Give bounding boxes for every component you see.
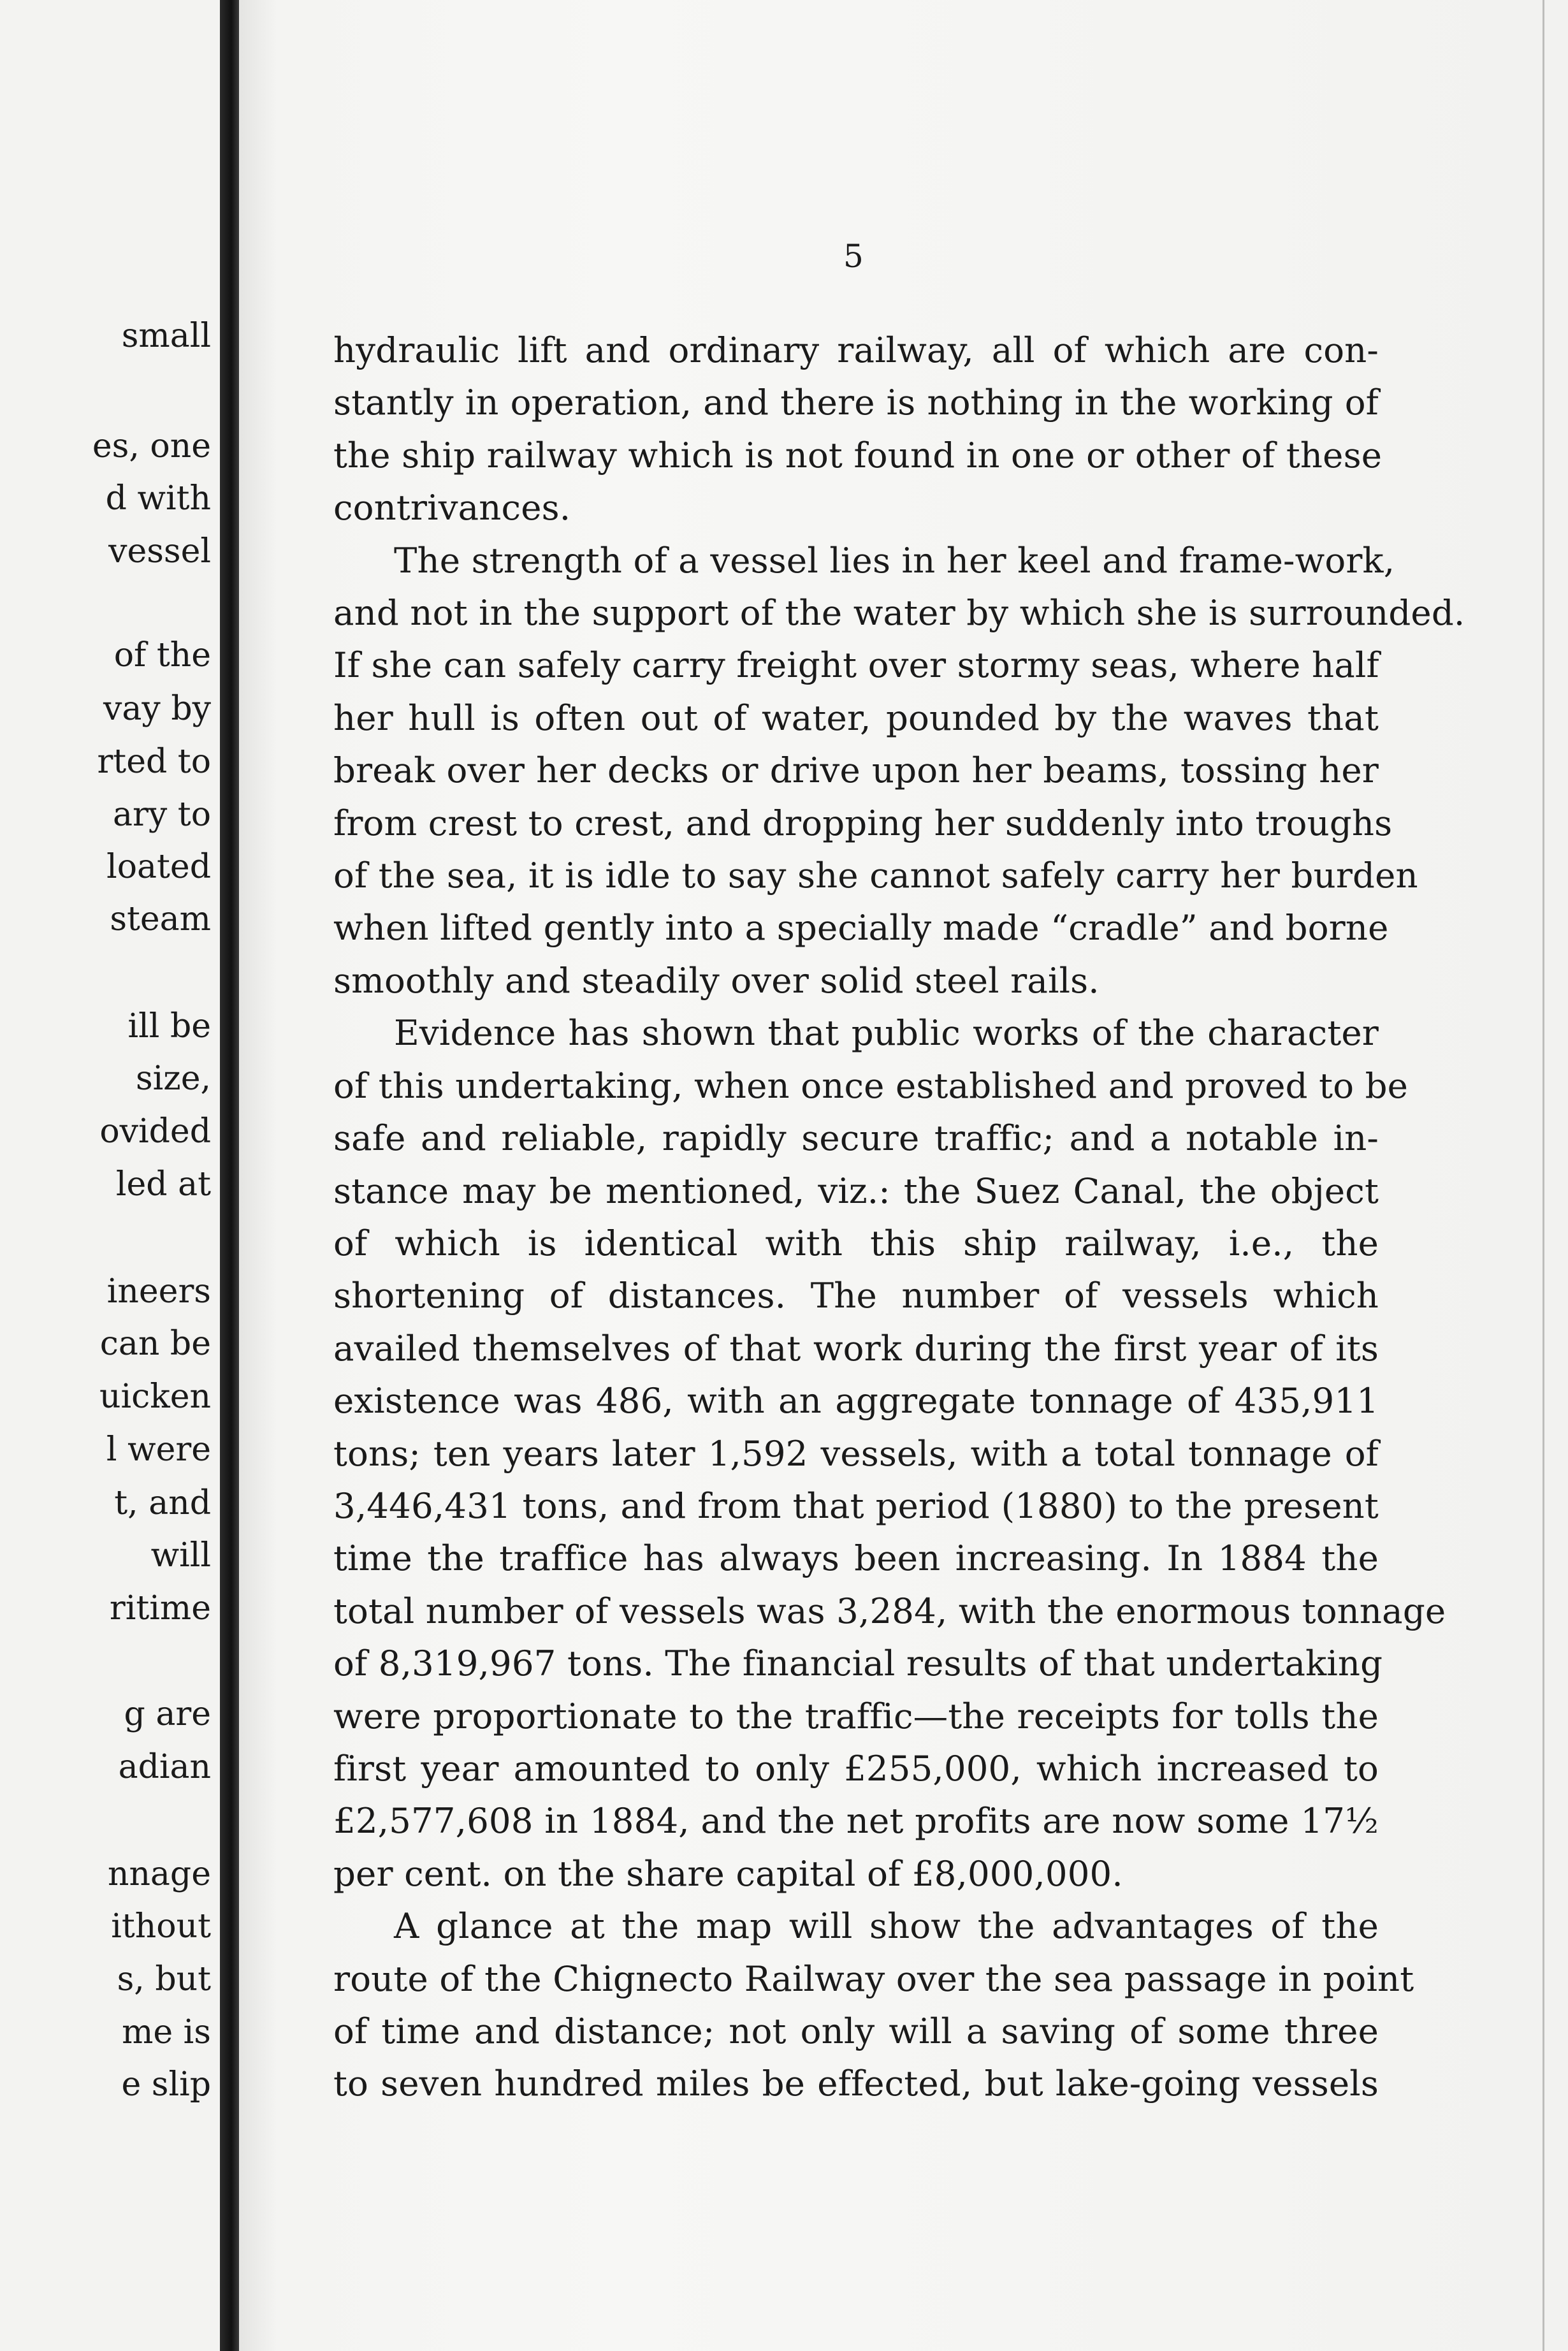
book-gutter — [220, 0, 239, 2351]
text-line: existence was 486, with an aggregate tonnage of 435,911 — [333, 1380, 1379, 1422]
left-page-line: s, but — [117, 1960, 211, 1998]
left-page-line: small — [121, 317, 211, 355]
body-text — [333, 324, 1465, 2110]
left-page-line: t, and — [114, 1484, 211, 1522]
left-page-line: nnage — [107, 1855, 211, 1893]
text-line: stantly in operation, and there is nothing in the working of — [333, 382, 1379, 423]
left-page-line: vay by — [103, 690, 211, 728]
page-edge — [1543, 0, 1544, 2351]
left-page-line: me is — [122, 2013, 211, 2051]
page-number: 5 — [843, 238, 864, 275]
left-page-line: g are — [124, 1695, 211, 1733]
text-line: were proportionate to the traffic—the receipts for tolls the — [333, 1695, 1379, 1736]
text-line: smoothly and steadily over solid steel rails. — [333, 959, 1100, 1001]
left-page-line: rted to — [97, 743, 211, 781]
left-page-line: es, one — [92, 427, 211, 465]
text-line: safe and reliable, rapidly secure traffic; and a notable in- — [333, 1117, 1379, 1159]
left-page-line: loated — [106, 848, 211, 886]
text-line: per cent. on the share capital of £8,000,000. — [333, 1852, 1123, 1894]
left-page-line: uicken — [99, 1378, 211, 1416]
text-line: shortening of distances. The number of vessels which — [333, 1275, 1379, 1316]
text-line: when lifted gently into a specially made “cradle” and borne — [333, 907, 1389, 949]
text-line: of this undertaking, when once established and proved to be — [333, 1065, 1409, 1106]
text-line: Evidence has shown that public works of the character — [394, 1012, 1379, 1054]
left-page-line: d with — [105, 479, 211, 518]
text-line: hydraulic lift and ordinary railway, all of which are con- — [333, 330, 1379, 370]
left-page-line: of the — [113, 636, 211, 674]
left-page-line: adian — [118, 1748, 211, 1786]
text-line: of 8,319,967 tons. The financial results of that undertaking — [333, 1643, 1383, 1684]
text-line: contrivances. — [333, 487, 571, 528]
left-page-line: ritime — [109, 1589, 211, 1627]
text-line: the ship railway which is not found in one or other of these — [333, 434, 1383, 476]
text-line: The strength of a vessel lies in her keel and frame-work, — [394, 539, 1395, 581]
text-line: her hull is often out of water, pounded by the waves that — [333, 697, 1379, 738]
text-line: £2,577,608 in 1884, and the net profits are now some 17½ — [333, 1800, 1379, 1842]
text-line: total number of vessels was 3,284, with the enormous tonnage — [333, 1590, 1446, 1631]
left-page-line: e slip — [121, 2065, 211, 2104]
text-line: availed themselves of that work during the first year of its — [333, 1327, 1379, 1369]
left-page-line: ovided — [99, 1112, 211, 1151]
left-page-line: will — [150, 1536, 211, 1575]
left-page-line: ineers — [106, 1272, 211, 1311]
left-page-line: l were — [106, 1430, 211, 1469]
left-page-line: ithout — [111, 1907, 211, 1946]
left-page-line: ill be — [127, 1007, 211, 1045]
text-line: 3,446,431 tons, and from that period (1880) to the present — [333, 1485, 1379, 1526]
left-page-line: ary to — [113, 796, 211, 834]
text-line: A glance at the map will show the advantages of the — [394, 1905, 1379, 1947]
left-page-line: can be — [99, 1325, 211, 1363]
text-line: of the sea, it is idle to say she cannot safely carry her burden — [333, 855, 1418, 896]
text-line: If she can safely carry freight over stormy seas, where half — [333, 644, 1379, 686]
left-page-line: size, — [135, 1059, 211, 1098]
text-line: from crest to crest, and dropping her suddenly into troughs — [333, 802, 1393, 843]
text-line: and not in the support of the water by which she is surrounded. — [333, 592, 1465, 634]
left-page-line: vessel — [108, 532, 211, 571]
left-page-fragment — [0, 0, 220, 2351]
text-line: tons; ten years later 1,592 vessels, with a total tonnage of — [333, 1432, 1379, 1474]
text-line: first year amounted to only £255,000, which increased to — [333, 1747, 1379, 1789]
left-page-line: led at — [115, 1165, 211, 1204]
text-line: break over her decks or drive upon her beams, tossing her — [333, 750, 1379, 791]
text-line: time the traffice has always been increasing. In 1884 the — [333, 1538, 1379, 1579]
text-line: to seven hundred miles be effected, but lake-going vessels — [333, 2063, 1379, 2104]
text-line: stance may be mentioned, viz.: the Suez Canal, the object — [333, 1170, 1379, 1211]
text-line: route of the Chignecto Railway over the sea passage in point — [333, 1958, 1414, 1999]
left-page-line: steam — [110, 900, 211, 938]
text-line: of which is identical with this ship railway, i.e., the — [333, 1222, 1379, 1263]
text-line: of time and distance; not only will a saving of some three — [333, 2011, 1379, 2051]
